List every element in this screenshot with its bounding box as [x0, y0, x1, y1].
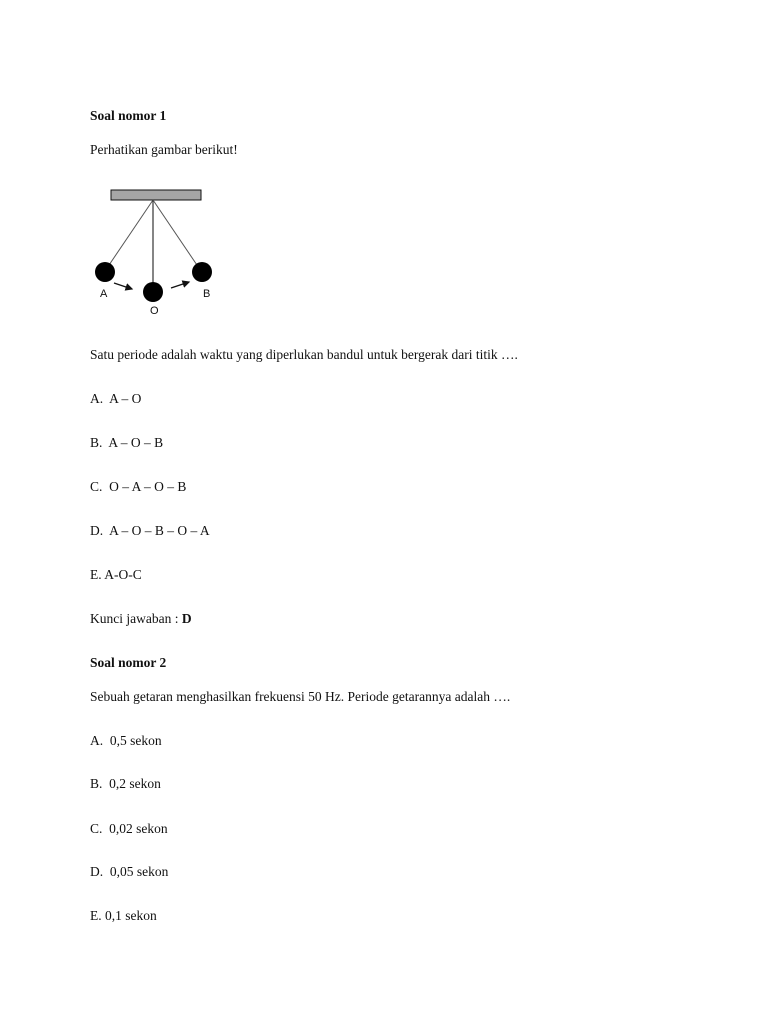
- q1-question: Satu periode adalah waktu yang diperlukan bandul untuk bergerak dari titik ….: [90, 347, 518, 362]
- label-b: B: [203, 288, 211, 300]
- label-o: O: [150, 305, 159, 317]
- bob-a: [95, 262, 115, 282]
- pendulum-figure: [86, 182, 226, 322]
- bob-o: [143, 282, 163, 302]
- pendulum-string-b: [153, 200, 201, 271]
- pendulum-support-bar: [111, 190, 201, 200]
- q1-answer-label: Kunci jawaban :: [90, 611, 182, 626]
- q1-option-b: B. A – O – B: [90, 435, 164, 450]
- q1-option-d: D. A – O – B – O – A: [90, 523, 210, 538]
- q2-option-b: B. 0,2 sekon: [90, 776, 161, 791]
- q1-option-c: C. O – A – O – B: [90, 479, 187, 494]
- pendulum-string-a: [105, 200, 153, 271]
- bob-b: [192, 262, 212, 282]
- q1-option-e: E. A-O-C: [90, 567, 142, 582]
- q2-option-d: D. 0,05 sekon: [90, 864, 169, 879]
- q1-heading: Soal nomor 1: [90, 108, 167, 123]
- q2-option-c: C. 0,02 sekon: [90, 821, 168, 836]
- q2-question: Sebuah getaran menghasilkan frekuensi 50 Hz. Periode getarannya adalah ….: [90, 689, 511, 704]
- q1-answer: [90, 611, 192, 627]
- arrow-o-to-b: [171, 282, 189, 288]
- arrow-a-to-o: [114, 283, 132, 289]
- q1-intro: Perhatikan gambar berikut!: [90, 142, 238, 157]
- q1-option-a: A. A – O: [90, 391, 142, 406]
- q1-answer-value: D: [181, 611, 192, 626]
- label-a: A: [100, 288, 108, 300]
- q2-option-e: E. 0,1 sekon: [90, 908, 157, 923]
- q2-option-a: A. 0,5 sekon: [90, 733, 162, 748]
- q2-heading: Soal nomor 2: [90, 655, 167, 670]
